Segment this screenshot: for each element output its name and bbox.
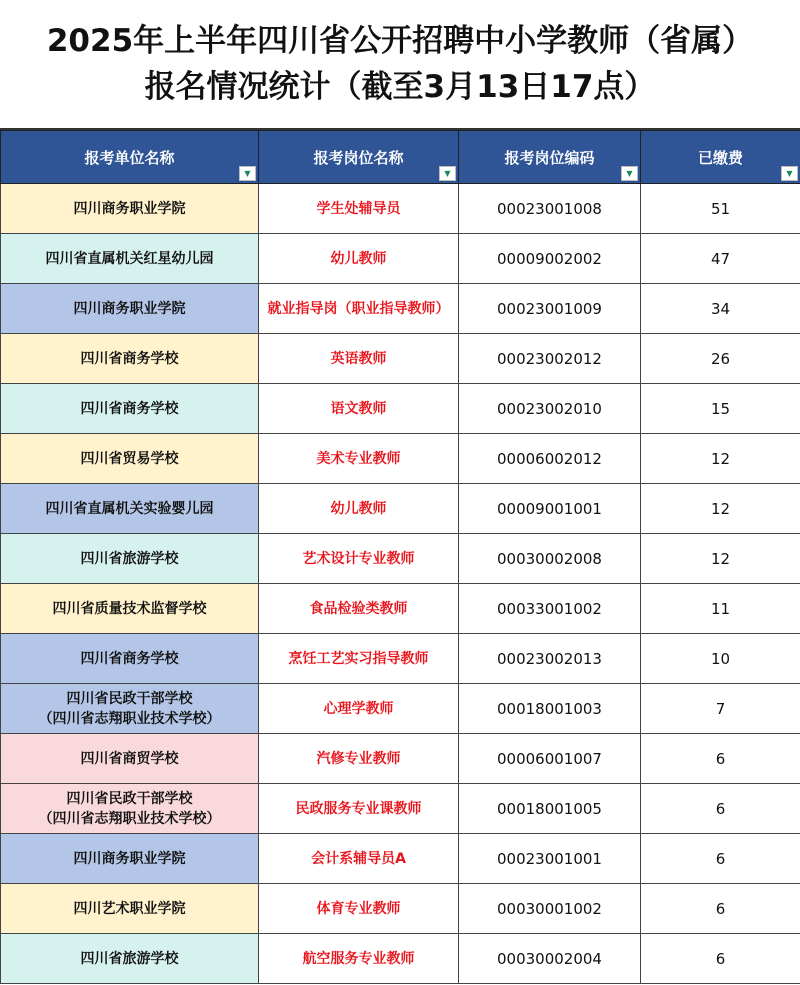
fee-cell[interactable]: 12 (641, 534, 800, 584)
code-cell[interactable]: 00030002004 (459, 934, 641, 984)
filter-dropdown-icon[interactable]: ▼ (439, 166, 456, 181)
table-row (1, 334, 800, 384)
fee-cell[interactable]: 7 (641, 684, 800, 734)
table-row (1, 934, 800, 984)
column-header (1, 131, 259, 184)
post-cell[interactable]: 美术专业教师 (259, 434, 459, 484)
unit-cell[interactable]: 四川省直属机关实验婴儿园 (1, 484, 259, 534)
column-header-label: 报考岗位名称 (313, 148, 404, 167)
unit-cell[interactable]: 四川省直属机关红星幼儿园 (1, 234, 259, 284)
code-cell[interactable]: 00023002013 (459, 634, 641, 684)
post-cell[interactable]: 幼儿教师 (259, 234, 459, 284)
unit-cell[interactable]: 四川省商务学校 (1, 334, 259, 384)
unit-cell[interactable]: 四川省旅游学校 (1, 934, 259, 984)
table-row (1, 234, 800, 284)
code-cell[interactable]: 00033001002 (459, 584, 641, 634)
fee-cell[interactable]: 47 (641, 234, 800, 284)
post-cell[interactable]: 语文教师 (259, 384, 459, 434)
table-row (1, 834, 800, 884)
page-title (0, 0, 800, 130)
code-cell[interactable]: 00023002012 (459, 334, 641, 384)
code-cell[interactable]: 00023001009 (459, 284, 641, 334)
fee-cell[interactable]: 12 (641, 484, 800, 534)
post-cell[interactable]: 心理学教师 (259, 684, 459, 734)
unit-cell[interactable]: 四川省民政干部学校 （四川省志翔职业技术学校） (1, 684, 259, 734)
fee-cell[interactable]: 6 (641, 734, 800, 784)
unit-cell[interactable]: 四川商务职业学院 (1, 184, 259, 234)
post-cell[interactable]: 食品检验类教师 (259, 584, 459, 634)
post-cell[interactable]: 会计系辅导员A (259, 834, 459, 884)
code-cell[interactable]: 00030002008 (459, 534, 641, 584)
table-row (1, 584, 800, 634)
title-line-2: 报名情况统计（截至3月13日17点） (144, 69, 656, 105)
post-cell[interactable]: 就业指导岗（职业指导教师） (259, 284, 459, 334)
unit-cell[interactable]: 四川商务职业学院 (1, 284, 259, 334)
table-row (1, 384, 800, 434)
post-cell[interactable]: 汽修专业教师 (259, 734, 459, 784)
code-cell[interactable]: 00023002010 (459, 384, 641, 434)
post-cell[interactable]: 艺术设计专业教师 (259, 534, 459, 584)
table-row (1, 434, 800, 484)
unit-cell[interactable]: 四川省旅游学校 (1, 534, 259, 584)
fee-cell[interactable]: 6 (641, 884, 800, 934)
table-row (1, 184, 800, 234)
registration-table (0, 130, 800, 984)
fee-cell[interactable]: 6 (641, 784, 800, 834)
unit-cell[interactable]: 四川省商务学校 (1, 634, 259, 684)
code-cell[interactable]: 00009002002 (459, 234, 641, 284)
fee-cell[interactable]: 34 (641, 284, 800, 334)
title-line-1: 2025年上半年四川省公开招聘中小学教师（省属） (46, 23, 754, 59)
code-cell[interactable]: 00006001007 (459, 734, 641, 784)
fee-cell[interactable]: 11 (641, 584, 800, 634)
filter-dropdown-icon[interactable]: ▼ (621, 166, 638, 181)
code-cell[interactable]: 00018001003 (459, 684, 641, 734)
table-row (1, 284, 800, 334)
code-cell[interactable]: 00006002012 (459, 434, 641, 484)
post-cell[interactable]: 体育专业教师 (259, 884, 459, 934)
code-cell[interactable]: 00018001005 (459, 784, 641, 834)
fee-cell[interactable]: 15 (641, 384, 800, 434)
unit-cell[interactable]: 四川省商务学校 (1, 384, 259, 434)
column-header (259, 131, 459, 184)
fee-cell[interactable]: 6 (641, 934, 800, 984)
unit-cell[interactable]: 四川省商贸学校 (1, 734, 259, 784)
unit-cell[interactable]: 四川商务职业学院 (1, 834, 259, 884)
fee-cell[interactable]: 51 (641, 184, 800, 234)
code-cell[interactable]: 00030001002 (459, 884, 641, 934)
code-cell[interactable]: 00023001001 (459, 834, 641, 884)
fee-cell[interactable]: 6 (641, 834, 800, 884)
table-row (1, 884, 800, 934)
post-cell[interactable]: 烹饪工艺实习指导教师 (259, 634, 459, 684)
table-row (1, 484, 800, 534)
column-header-label: 已缴费 (697, 148, 743, 167)
unit-cell[interactable]: 四川省贸易学校 (1, 434, 259, 484)
code-cell[interactable]: 00009001001 (459, 484, 641, 534)
unit-cell[interactable]: 四川省质量技术监督学校 (1, 584, 259, 634)
post-cell[interactable]: 英语教师 (259, 334, 459, 384)
table-row (1, 734, 800, 784)
fee-cell[interactable]: 12 (641, 434, 800, 484)
table-row (1, 684, 800, 734)
table-row (1, 534, 800, 584)
fee-cell[interactable]: 26 (641, 334, 800, 384)
code-cell[interactable]: 00023001008 (459, 184, 641, 234)
unit-cell[interactable]: 四川艺术职业学院 (1, 884, 259, 934)
fee-cell[interactable]: 10 (641, 634, 800, 684)
filter-dropdown-icon[interactable]: ▼ (781, 166, 798, 181)
column-header-label: 报考单位名称 (84, 148, 175, 167)
unit-cell[interactable]: 四川省民政干部学校 （四川省志翔职业技术学校） (1, 784, 259, 834)
filter-dropdown-icon[interactable]: ▼ (239, 166, 256, 181)
column-header-label: 报考岗位编码 (504, 148, 595, 167)
table-row (1, 784, 800, 834)
post-cell[interactable]: 学生处辅导员 (259, 184, 459, 234)
post-cell[interactable]: 民政服务专业课教师 (259, 784, 459, 834)
post-cell[interactable]: 幼儿教师 (259, 484, 459, 534)
column-header (459, 131, 641, 184)
table-row (1, 634, 800, 684)
post-cell[interactable]: 航空服务专业教师 (259, 934, 459, 984)
column-header (641, 131, 800, 184)
